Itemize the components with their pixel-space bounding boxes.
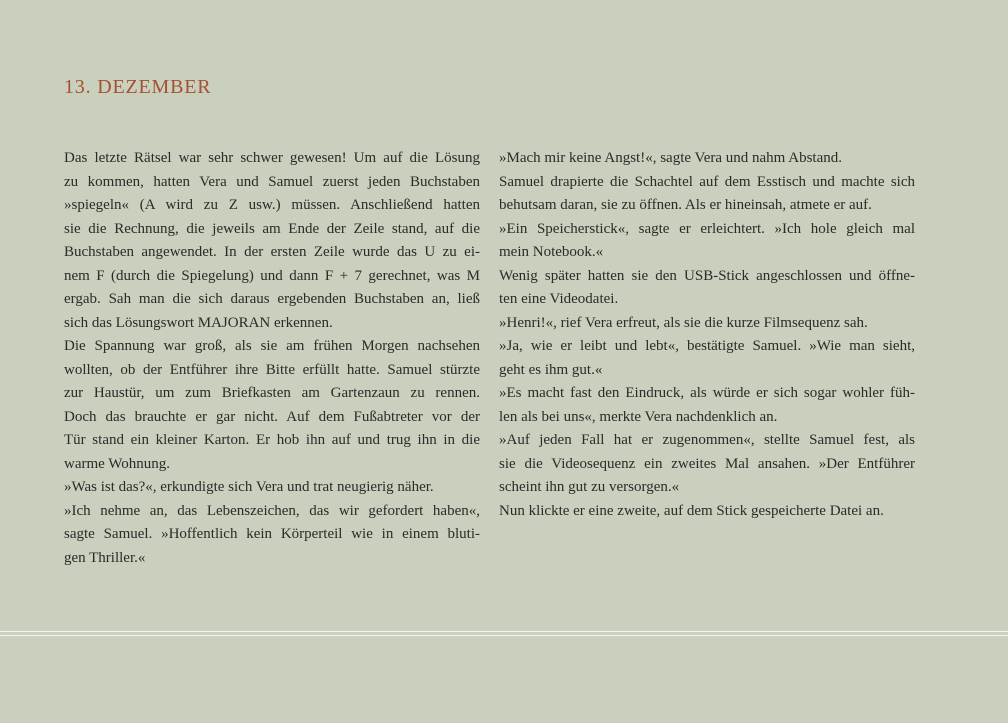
text-line: »spiegeln« (A wird zu Z usw.) müssen. Anschließend hatten bbox=[64, 197, 480, 213]
text-line: Tür stand ein kleiner Karton. Er hob ihn auf und trug ihn in die bbox=[64, 432, 480, 448]
text-line: »Ja, wie er leibt und lebt«, bestätigte Samuel. »Wie man sieht, bbox=[499, 338, 915, 354]
text-line: »Was ist das?«, erkundigte sich Vera und trat neugierig näher. bbox=[64, 479, 434, 495]
text-line: zur Haustür, um zum Briefkasten am Gartenzaun zu rennen. bbox=[64, 385, 480, 401]
text-line: sie die Rechnung, die jeweils am Ende der Zeile stand, auf die bbox=[64, 220, 480, 237]
text-line: behutsam daran, sie zu öffnen. Als er hineinsah, atmete er auf. bbox=[499, 197, 872, 213]
text-line: »Henri!«, rief Vera erfreut, als sie die kurze Filmsequenz sah. bbox=[499, 314, 868, 331]
text-line: Samuel drapierte die Schachtel auf dem Esstisch und machte sich bbox=[499, 173, 915, 190]
text-line: sagte Samuel. »Hoffentlich kein Körperteil wie in einem bluti- bbox=[64, 526, 480, 542]
divider-line-top bbox=[0, 631, 1008, 632]
text-line: geht es ihm gut.« bbox=[499, 361, 603, 378]
text-line: Doch das brauchte er gar nicht. Auf dem Fußabtreter vor der bbox=[64, 408, 480, 425]
text-line: »Auf jeden Fall hat er zugenommen«, stellte Samuel fest, als bbox=[499, 432, 915, 448]
text-line: Buchstaben angewendet. In der ersten Zeile wurde das U zu ei- bbox=[64, 244, 480, 260]
text-column-left bbox=[64, 147, 480, 570]
text-line: »Mach mir keine Angst!«, sagte Vera und nahm Abstand. bbox=[499, 150, 842, 166]
text-line: »Es macht fast den Eindruck, als würde er sich sogar wohler füh- bbox=[499, 385, 915, 401]
text-line: ergab. Sah man die sich daraus ergebenden Buchstaben an, ließ bbox=[64, 291, 480, 307]
text-line: mein Notebook.« bbox=[499, 244, 604, 260]
text-line: »Ein Speicherstick«, sagte er erleichtert. »Ich hole gleich mal bbox=[499, 220, 915, 237]
text-line: Wenig später hatten sie den USB-Stick angeschlossen und öffne- bbox=[499, 267, 915, 284]
text-line: gen Thriller.« bbox=[64, 549, 146, 566]
text-line: warme Wohnung. bbox=[64, 455, 170, 472]
text-line: Das letzte Rätsel war sehr schwer gewesen! Um auf die Lösung bbox=[64, 150, 480, 166]
text-line: »Ich nehme an, das Lebenszeichen, das wir gefordert haben«, bbox=[64, 502, 480, 519]
text-line: wollten, ob der Entführer ihre Bitte erfüllt hatte. Samuel stürzte bbox=[64, 361, 480, 378]
text-line: nem F (durch die Spiegelung) und dann F + 7 gerechnet, was M bbox=[64, 267, 480, 284]
text-line: zu kommen, hatten Vera und Samuel zuerst jeden Buchstaben bbox=[64, 173, 480, 190]
text-line: Nun klickte er eine zweite, auf dem Stick gespeicherte Datei an. bbox=[499, 502, 884, 519]
page-title: 13. DEZEMBER bbox=[64, 76, 212, 98]
text-line: scheint ihn gut zu versorgen.« bbox=[499, 479, 680, 495]
text-line: Die Spannung war groß, als sie am frühen Morgen nachsehen bbox=[64, 338, 480, 354]
text-line: len als bei uns«, merkte Vera nachdenklich an. bbox=[499, 408, 778, 425]
text-line: sie die Videosequenz ein zweites Mal ansahen. »Der Entführer bbox=[499, 455, 915, 472]
divider-line-bottom bbox=[0, 635, 1008, 636]
text-line: sich das Lösungswort MAJORAN erkennen. bbox=[64, 314, 333, 331]
text-line: ten eine Videodatei. bbox=[499, 291, 619, 307]
text-column-right bbox=[499, 147, 915, 523]
